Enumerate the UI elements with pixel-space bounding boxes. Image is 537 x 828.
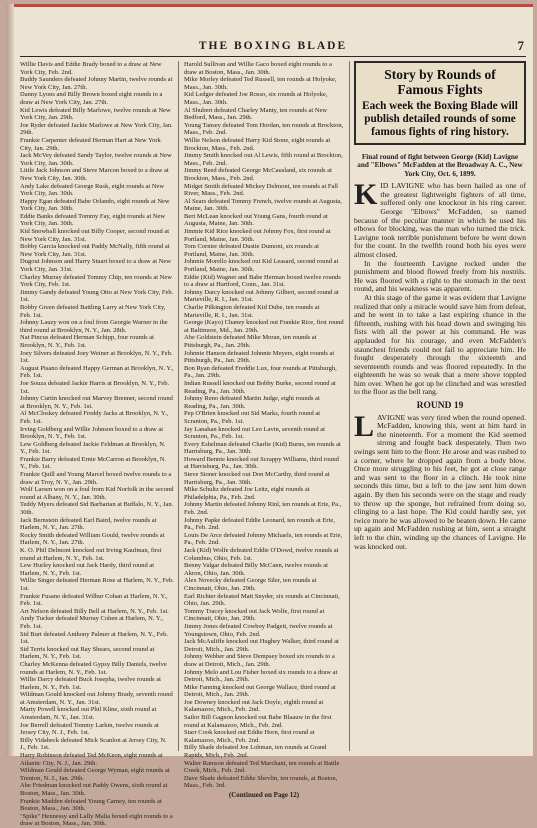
story-body xyxy=(354,178,526,551)
result-item: Bobby Green defeated Battling Larry at New York City, Feb. 1st. xyxy=(20,304,166,319)
result-item: Andy Lake defeated George Rusk, eight rounds at New York City, Jan. 30th. xyxy=(20,182,165,198)
promo-box xyxy=(354,61,526,145)
result-item: Jack (Kid) Wolfe defeated Eddie O'Dowd, twelve rounds at Columbus, Ohio, Feb. 1st. xyxy=(184,547,339,562)
result-item: Jack Bernstein defeated Earl Baird, twelve rounds at Harlem, N. Y., Jan. 27th. xyxy=(20,516,157,532)
result-item: Charlie Pilkington defeated Kid Dube, ten rounds at Marieville, R. I., Jan. 31st. xyxy=(184,304,320,319)
promo-subline: Each week the Boxing Blade will publish detailed rounds of some famous fights of ring history. xyxy=(362,100,518,138)
fight-intro: Final round of fight between George (Kid) Lavigne and "Elbows" McFadden at the Broadway A. C., New York City, Oct. 6, 1899. xyxy=(357,153,523,178)
result-item: Johnny Reno defeated Martin Judge, eight rounds at Reading, Pa., Jan. 30th. xyxy=(184,395,320,410)
result-item: Little Jack Johnson and Steve Marcon boxed to a draw at New York City, Jan. 30th. xyxy=(20,167,169,182)
result-item: Johnny Melo and Lou Fisher boxed six rounds to a draw at Detroit, Mich., Jan. 29th. xyxy=(184,668,338,684)
result-item: Joe Souza defeated Jackie Harris at Brooklyn, N. Y., Feb. 1st. xyxy=(20,379,170,395)
result-item: Frankie Carpenter defeated Herman Hart at New York City, Jan. 29th. xyxy=(20,136,161,152)
result-item: Joey Silvers defeated Joey Weiner at Brooklyn, N. Y., Feb. 1st. xyxy=(20,349,173,365)
result-item: Mike Fanning knocked out George Wallace, third round at Detroit, Mich., Jan. 29th. xyxy=(184,683,336,699)
result-item: Rocky Smith defeated William Gould, twelve rounds at Harlem, N. Y., Jan. 27th. xyxy=(20,531,165,547)
continued-note: (Continued on Page 12) xyxy=(228,791,300,799)
result-item: Willie Nelson defeated Harry Kid Stone, eight rounds at Brockton, Mass., Feb. 2nd. xyxy=(184,136,331,152)
result-item: George (Kayo) Chaney knocked out Frankie Rice, first round at Baltimore, Md., Jan. 29th. xyxy=(184,319,344,334)
result-item: Lew Hurley knocked out Jack Hardy, third round at Harlem, N. Y., Feb. 1st. xyxy=(20,562,155,577)
result-item: Willie Davis and Eddie Brady boxed to a draw at New York City, Feb. 2nd. xyxy=(20,61,162,76)
result-item: Art Nelson defeated Billy Bell at Harlem, N. Y., Feb. 1st. xyxy=(20,607,169,615)
result-item: Jack McVey defeated Sandy Taylor, twelve rounds at New York City, Jan. 30th. xyxy=(20,152,172,167)
story-paragraph: At this stage of the game it was evident that Lavigne realized that only a miracle would save him from defeat, and he went in to take a last expiring chance in the fifteenth, rushing with his head down and swinging his fists with all the power at his command. He was applauded for his courage, and even McFadden's staunchest friends could not fail to appreciate him. He fought desperately through the sixteenth and seventeenth rounds and was floored repeatedly. In the eighteenth he was so weak that a mere shove toppled him over. When he got up he clinched and was wrestled to the floor as the bell rang. xyxy=(354,292,526,397)
story-paragraph xyxy=(354,178,526,259)
result-item: Charley McKenna defeated Gypsy Billy Daniels, twelve rounds at Harlem, N. Y., Feb. 1st. xyxy=(20,660,167,676)
results-column-2 xyxy=(184,61,344,799)
result-item: Wildman Gould knocked out Johnny Brady, seventh round at Amsterdam, N. Y., Jan. 31st. xyxy=(20,691,173,706)
column-divider xyxy=(349,61,350,751)
story-paragraph xyxy=(354,409,526,552)
result-item: Alex Novecky defeated George Siler, ten rounds at Cincinnati, Ohio, Jan. 29th. xyxy=(184,577,317,592)
result-item: Indian Russell knocked out Bobby Burke, second round at Reading, Pa., Jan. 30th. xyxy=(184,379,336,395)
drop-cap: L xyxy=(354,409,375,443)
result-item: "Spike" Hennessy and Lally Malia boxed eight rounds to a draw at Boston, Mass., Jan. 30th. xyxy=(20,812,173,828)
result-item: Walter Ramson defeated Ted Marchant, ten rounds at Battle Creek, Mich., Feb. 2nd. xyxy=(184,759,340,775)
result-item: Jimmy Jones defeated Cowboy Padgett, twelve rounds at Youngstown, Ohio, Feb. 2nd. xyxy=(184,622,333,638)
result-item: Jimmy Gandy defeated Young Otto at New York City, Feb. 1st. xyxy=(20,288,174,304)
result-item: Charley Murray defeated Tommy Chip, ten rounds at New York City, Feb. 1st. xyxy=(20,273,172,289)
result-item: Jimmy Smith knocked out Al Lewis, fifth round at Brockton, Mass., Feb. 2nd. xyxy=(184,152,343,167)
result-item: Sailor Bill Gagnon knocked out Babe Blaauw in the first round at Kalamazoo, Mich., Feb. 2nd. xyxy=(184,714,332,729)
result-item: Harold Sullivan and Willie Gaco boxed eight rounds to a draw at Boston, Mass., Jan. 30th. xyxy=(184,61,332,76)
result-item: Eddie (Kid) Wagner and Babe Herman boxed twelve rounds to a draw at Hartford, Conn., Jan. 31st. xyxy=(184,273,341,289)
result-item: Al McCloskey defeated Freddy Jacks at Brooklyn, N. Y., Feb. 1st. xyxy=(20,410,169,425)
result-item: Jimmy Reed defeated George McCausland, six rounds at Brockton, Mass., Feb. 2nd. xyxy=(184,167,332,182)
result-item: August Pisano defeated Happy German at Brooklyn, N. Y., Feb. 1st. xyxy=(20,364,174,380)
result-item: Billy Vidabeck defeated Mick Scanlon at Jersey City, N. J., Feb. 1st. xyxy=(20,736,167,752)
result-item: Wolf Larsen won on a foul from Kid Norfolk in the second round at Albany, N. Y., Jan. 30th. xyxy=(20,486,174,501)
result-item: Kid Ledger defeated Joe Rosso, six rounds at Holyoke, Mass., Jan. 30th. xyxy=(184,91,328,106)
result-item: Mike Morley defeated Ted Russell, ten rounds at Holyoke, Mass., Jan. 30th. xyxy=(184,76,337,91)
result-item: Johnny Papke defeated Eddie Leonard, ten rounds at Erie, Pa., Feb. 2nd. xyxy=(184,516,335,532)
result-item: Bert McLean knocked out Young Gans, fourth round at Augusta, Maine, Jan. 30th. xyxy=(184,212,328,228)
story-paragraph-text: ID LAVIGNE who has been hailed as one of the greatest lightweight fighters of all time, suffered only one knockout in his ring career. George "Elbows" McFadden, so named because of the peculiar manner in which he used his elbows for blocking, was the man who turned the trick. Lavigne took terrible punishment before he went down for the count. In the twelfth round both his eyes were almost closed. xyxy=(354,181,526,259)
result-item: Earl Richter defeated Matt Snyder, six rounds at Cincinnati, Ohio, Jan. 29th. xyxy=(184,592,340,608)
result-item: Abe Friedman knocked out Paddy Owens, sixth round at Boston, Mass., Jan. 30th. xyxy=(20,782,168,797)
result-item: Tommy Tracey knocked out Jack Wolfe, first round at Cincinnati, Ohio, Jan. 29th. xyxy=(184,607,325,623)
result-item: Kid Snowball knocked out Billy Cooper, second round at New York City, Jan. 31st. xyxy=(20,228,170,243)
result-item: Dugout Johnson and Harry Stuart boxed to a draw at New York City, Jan. 31st. xyxy=(20,258,171,274)
result-item: Happy Egan defeated Babe Orlando, eight rounds at New York City, Jan. 30th. xyxy=(20,197,170,213)
result-item: Johnny Darcy knocked out Johnny Gilbert, second round at Marieville, R. I., Jan. 31st. xyxy=(184,288,339,304)
result-item: Frankie Fusano defeated Wilbur Cohan at Harlem, N. Y., Feb. 1st. xyxy=(20,592,168,608)
result-item: Teddy Myers defeated Sid Barbarian at Buffalo, N. Y., Jan. 30th. xyxy=(20,501,174,517)
result-item: Jimmie Kid Rice knocked out Johnny Fox, first round at Portland, Maine, Jan. 30th. xyxy=(184,228,331,243)
drop-cap: K xyxy=(354,178,378,212)
result-item: Al Shubert defeated Charley Manty, ten rounds at New Bedford, Mass., Jan. 29th. xyxy=(184,106,328,122)
result-item: Buddy Saunders defeated Johnny Martin, twelve rounds at New York City, Jan. 27th. xyxy=(20,76,173,91)
result-item: Mike Schultz defeated Joe Leitz, eight rounds at Philadelphia, Pa., Feb. 2nd. xyxy=(184,486,310,501)
result-item: Starr Cook knocked out Eddie Horn, first round at Kalamazoo, Mich., Feb. 2nd. xyxy=(184,729,315,744)
result-item: Midget Smith defeated Mickey Delmont, ten rounds at Fall River, Mass., Feb. 2nd. xyxy=(184,182,338,198)
result-item: Pep O'Brien knocked out Sid Marks, fourth round at Scranton, Pa., Feb. 1st. xyxy=(184,410,321,425)
result-item: Bobby Garcia knocked out Paddy McNally, fifth round at New York City, Jan. 31st. xyxy=(20,243,170,258)
result-item: Sid Burt defeated Anthony Palmer at Harlem, N. Y., Feb. 1st. xyxy=(20,630,169,646)
result-item: Lew Goldberg defeated Jackie Feldman at Brooklyn, N. Y., Feb. 1st. xyxy=(20,440,166,456)
story-paragraph-text: AVIGNE was very tired when the round opened. McFadden, knowing this, went at him hard in the nineteenth. For a moment the Kid seemed strong and fought back desperately. Then two swings sent him to the floor. He arose and was rushed to a corner, where he dropped again from a body blow. Once more struggling to his feet, he got at close range and was sent to the floor in a clinch. He took nine seconds this time, but a left to the jaw sent him down again. By then his seconds were on the stage and ready to throw up the sponge, but refrained from doing so, clinging to a last hope. The Kid could hardly see, yet twice more he was allowed to be beaten down. He came up again and McFadden rushing at him, sent a straight left to the chin, winding up the chances of Lavigne. He was knocked out. xyxy=(354,412,526,551)
result-item: Steve Stoner knocked out Don McCarthy, third round at Harrisburg, Pa., Jan. 30th. xyxy=(184,471,330,486)
result-item: Jay Lanahan knocked out Leo Lavin, seventh round at Scranton, Pa., Feb. 1st. xyxy=(184,425,325,441)
result-item: Al Sears defeated Tommy French, twelve rounds at Augusta, Maine, Jan. 30th. xyxy=(184,197,342,213)
result-item: Willie Darcy defeated Buck Josepha, twelve rounds at Harlem, N. Y., Feb. 1st. xyxy=(20,676,161,691)
result-item: Harry Robinson defeated Ted McKeon, eight rounds at Atlantic City, N. J., Jan. 29th. xyxy=(20,752,163,767)
result-item: Marty Powell knocked out Phil Kline, sixth round at Amsterdam, N. Y., Jan. 31st. xyxy=(20,706,157,722)
result-item: Dave Shade defeated Eddie Shevlin, ten rounds, at Boston, Mass., Feb. 3rd. xyxy=(184,774,338,790)
result-item: Danny Lyons and Billy Brown boxed eight rounds to a draw at New York City, Jan. 27th. xyxy=(20,91,163,106)
page-edge-stripe xyxy=(6,4,533,7)
result-item: Every Eshelman defeated Charlie (Kid) Burns, ten rounds at Harrisburg, Pa., Jan. 30th. xyxy=(184,440,341,456)
result-item: Abe Goldstein defeated Mike Moran, ten rounds at Pittsburgh, Pa., Jan. 29th. xyxy=(184,334,317,349)
result-item: Johnnie Morello knocked out Kid Leasard, second round at Portland, Maine, Jan. 30th. xyxy=(184,258,339,274)
result-item: Howard Bennie knocked out Scrappy Williams, third round at Harrisburg, Pa., Jan. 30th. xyxy=(184,455,339,471)
result-item: Tom Cornier defeated Dustie Dumont, six rounds at Portland, Maine, Jan. 30th. xyxy=(184,243,319,258)
result-item: Benny Valgar defeated Billy McCann, twelve rounds at Akron, Ohio, Jan. 30th. xyxy=(184,562,328,577)
binding-shadow xyxy=(6,4,14,756)
result-item: Frankie Quill and Young Marcel boxed twelve rounds to a draw at Troy, N. Y., Jan. 29th. xyxy=(20,471,172,486)
result-item: K. O. Phil Delmont knocked out Irving Kaufman, first round at Harlem, N. Y., Feb. 1st. xyxy=(20,547,162,562)
result-item: Johnny Martin defeated Johnny Rinl, ten rounds at Erie, Pa., Feb. 2nd. xyxy=(184,501,342,517)
result-item: Sid Terris knocked out Ray Shears, second round at Harlem, N. Y., Feb. 1st. xyxy=(20,645,155,661)
results-column-1 xyxy=(20,61,174,828)
story-paragraph: In the fourteenth Lavigne rocked under the punishment and blood flowed freely from his nostrils. He was floored with a right to the stomach in the next round, and his weakness was apparent. xyxy=(354,258,526,294)
result-item: Eddie Banks defeated Tommy Fay, eight rounds at New York City, Jan. 30th. xyxy=(20,212,166,228)
page-number: 7 xyxy=(517,38,524,53)
result-item: Frankie Barry defeated Ernie McCarron at Brooklyn, N. Y., Feb. 1st. xyxy=(20,455,167,471)
column-divider xyxy=(178,61,179,751)
result-item: Billy Shade defeated Joe Lohman, ten rounds at Grand Rapids, Mich., Feb. 2nd. xyxy=(184,744,327,760)
result-item: Bon Ryan defeated Freddie Lux, four rounds at Pittsburgh, Pa., Jan. 29th. xyxy=(184,364,337,380)
result-item: Andy Tucker defeated Murray Cohen at Harlem, N. Y., Feb. 1st. xyxy=(20,615,163,630)
result-item: Johnnie Hanson defeated Johnnie Meyers, eight rounds at Pittsburgh, Pa., Jan. 29th. xyxy=(184,349,335,365)
result-item: Johnny Lauzy won on a foul from Georgie Warner in the third round at Brooklyn, N. Y., Jan. 28th. xyxy=(20,319,168,334)
result-item: Willie Singer defeated Herman Rose at Harlem, N. Y., Feb. 1st. xyxy=(20,577,174,592)
result-item: Joe Berrell defeated Tommy Larkin, twelve rounds at Jersey City, N. J., Feb. 1st. xyxy=(20,721,159,737)
result-item: Wildman Gould defeated George Wyman, eight rounds at Trenton, N. J., Jan. 29th. xyxy=(20,767,170,782)
result-item: Nat Pincus defeated Herman Schipp, four rounds at Brooklyn, N. Y., Feb. 1st. xyxy=(20,334,154,349)
result-item: Joe Downey knocked out Jack Doyle, eighth round at Kalamazoo, Mich., Feb. 2nd. xyxy=(184,698,324,714)
publication-title: THE BOXING BLADE xyxy=(198,40,348,52)
page-header xyxy=(20,40,526,57)
result-item: Young Tansey defeated Tom Hordan, ten rounds at Brockton, Mass., Feb. 2nd. xyxy=(184,121,344,137)
result-item: Kid Lewis defeated Billy Marlowe, twelve rounds at New York City, Jan. 29th. xyxy=(20,106,171,122)
magazine-page xyxy=(6,4,533,828)
result-item: Irving Goldberg and Willie Johnson boxed to a draw at Brooklyn, N. Y., Feb. 1st. xyxy=(20,425,164,441)
promo-headline: Story by Rounds of Famous Fights xyxy=(384,67,496,97)
round-heading: ROUND 19 xyxy=(416,401,464,412)
result-item: Louis De Arce defeated Johnny Michaels, ten rounds at Erie, Pa., Feb. 2nd. xyxy=(184,531,343,547)
result-item: Jack McAuliffe knocked out Hughey Walker, third round at Detroit, Mich., Jan. 29th. xyxy=(184,638,339,653)
feature-column xyxy=(354,61,526,751)
result-item: Frankie Madden defeated Young Carney, ten rounds at Boston, Mass., Jan. 30th. xyxy=(20,797,162,813)
result-item: Johnny Webber and Steve Dempsey boxed six rounds to a draw at Detroit, Mich., Jan. 29th. xyxy=(184,653,335,668)
result-item: Joe Ryder defeated Jackie Marlowe at New York City, Jan. 29th. xyxy=(20,121,173,137)
result-item: Johnny Curtin knocked out Marvey Brenner, second round at Brooklyn, N. Y., Feb. 1st. xyxy=(20,395,173,410)
